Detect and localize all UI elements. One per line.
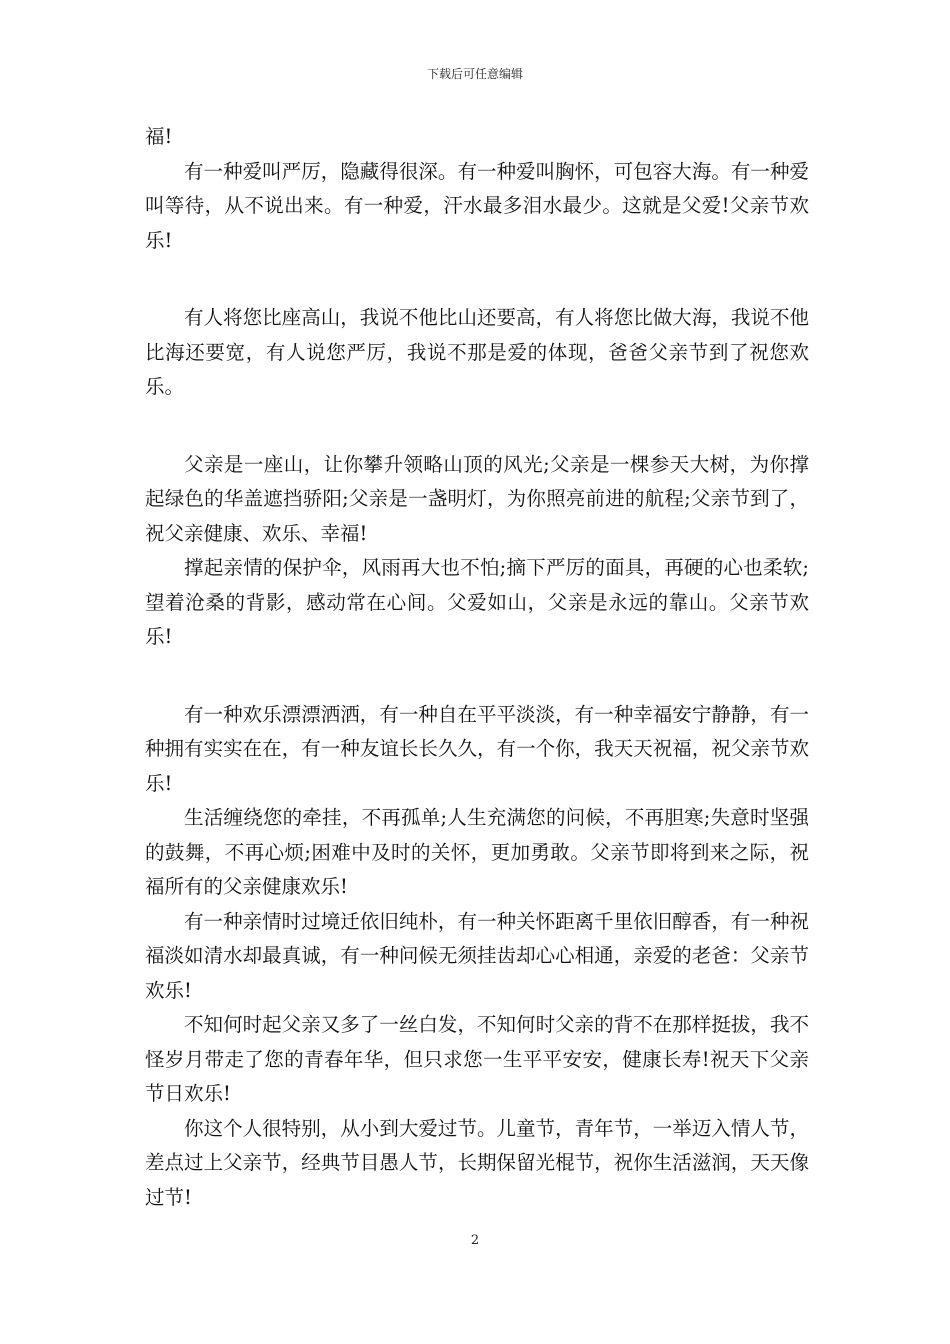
paragraph: 生活缠绕您的牵挂，不再孤单;人生充满您的问候，不再胆寒;失意时坚强的鼓舞，不再心烦;困难中及时的关怀，更加勇敢。父亲节即将到来之际，祝福所有的父亲健康欢乐!: [145, 806, 809, 898]
paragraph: 有一种亲情时过境迁依旧纯朴，有一种关怀距离千里依旧醇香，有一种祝福淡如清水却最真诚，有一种问候无须挂齿却心心相通，亲爱的老爸：父亲节欢乐!: [145, 909, 809, 1002]
paragraph: 撑起亲情的保护伞，风雨再大也不怕;摘下严厉的面具，再硬的心也柔软;望着沧桑的背影，感动常在心间。父爱如山，父亲是永远的靠山。父亲节欢乐!: [145, 556, 809, 648]
paragraph: 有一种爱叫严厉，隐藏得很深。有一种爱叫胸怀，可包容大海。有一种爱叫等待，从不说出来。有一种爱，汗水最多泪水最少。这就是父爱!父亲节欢乐!: [145, 159, 809, 252]
page-header: 下载后可任意编辑: [426, 67, 523, 81]
paragraph: 不知何时起父亲又多了一丝白发，不知何时父亲的背不在那样挺拔，我不怪岁月带走了您的青春年华，但只求您一生平平安安，健康长寿!祝天下父亲节日欢乐!: [145, 1013, 809, 1105]
paragraph-continuation: 福!: [145, 125, 173, 148]
document-body: [145, 120, 809, 1215]
paragraph: 父亲是一座山，让你攀升领略山顶的风光;父亲是一棵参天大树，为你撑起绿色的华盖遮挡骄阳;父亲是一盏明灯，为你照亮前进的航程;父亲节到了，祝父亲健康、欢乐、幸福!: [145, 452, 809, 545]
page-number: 2: [470, 1233, 480, 1248]
paragraph-spacer: [145, 405, 809, 448]
paragraph-spacer: [145, 258, 809, 301]
paragraph-spacer: [145, 655, 809, 698]
paragraph: 你这个人很特别，从小到大爱过节。儿童节，青年节，一举迈入情人节，差点过上父亲节，经典节目愚人节，长期保留光棍节，祝你生活滋润，天天像过节!: [145, 1116, 809, 1209]
paragraph: 有一种欢乐漂漂洒洒，有一种自在平平淡淡，有一种幸福安宁静静，有一种拥有实实在在，有一种友谊长长久久，有一个你，我天天祝福，祝父亲节欢乐!: [145, 702, 809, 795]
paragraph: 有人将您比座高山，我说不他比山还要高，有人将您比做大海，我说不他比海还要宽，有人说您严厉，我说不那是爱的体现，爸爸父亲节到了祝您欢乐。: [145, 306, 809, 398]
